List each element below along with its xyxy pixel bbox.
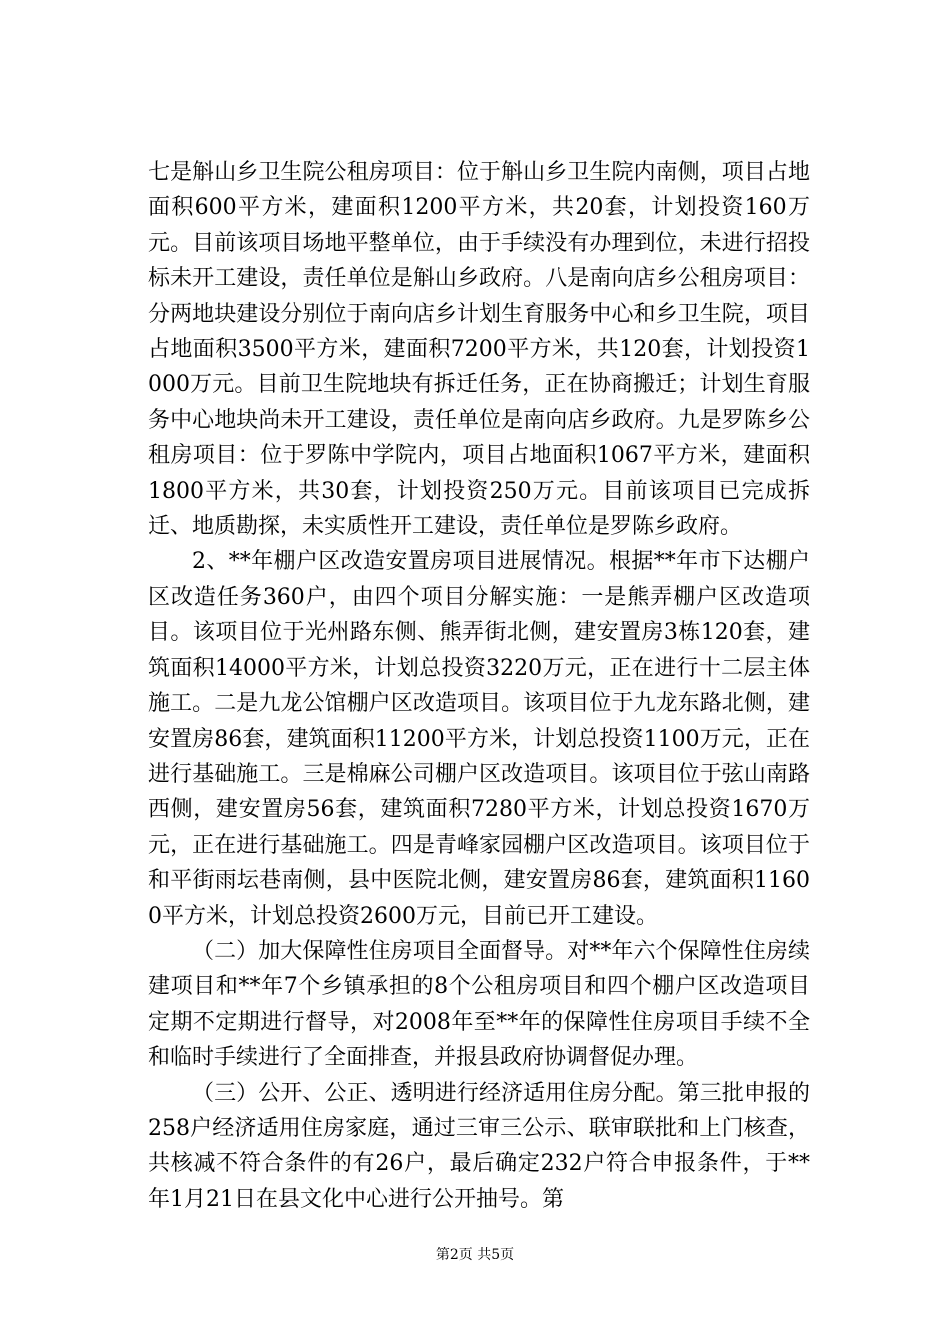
paragraph-1: 七是斛山乡卫生院公租房项目：位于斛山乡卫生院内南侧，项目占地面积600平方米，建面积1200平方米，共20套，计划投资160万元。目前该项目场地平整单位，由于手续没有办理到位，未进行招投标未开工建设，责任单位是斛山乡政府。八是南向店乡公租房项目：分两地块建设分别位于南向店乡计划生育服务中心和乡卫生院，项目占地面积3500平方米，建面积7200平方米，共120套，计划投资1000万元。目前卫生院地块有拆迁任务，正在协商搬迁；计划生育服务中心地块尚未开工建设，责任单位是南向店乡政府。九是罗陈乡公租房项目：位于罗陈中学院内，项目占地面积1067平方米，建面积1800平方米，共30套，计划投资250万元。目前该项目已完成拆迁、地质勘探，未实质性开工建设，责任单位是罗陈乡政府。 xyxy=(148,160,810,540)
page-footer: 第2页 共5页 xyxy=(435,1247,515,1263)
paragraph-2: 2、**年棚户区改造安置房项目进展情况。根据**年市下达棚户区改造任务360户，由四个项目分解实施：一是熊弄棚户区改造项目。该项目位于光州路东侧、熊弄街北侧，建安置房3栋120套，建筑面积14000平方米，计划总投资3220万元，正在进行十二层主体施工。二是九龙公馆棚户区改造项目。该项目位于九龙东路北侧，建安置房86套，建筑面积11200平方米，计划总投资1100万元，正在进行基础施工。三是棉麻公司棚户区改造项目。该项目位于弦山南路西侧，建安置房56套，建筑面积7280平方米，计划总投资1670万元，正在进行基础施工。四是青峰家园棚户区改造项目。该项目位于和平街雨坛巷南侧，县中医院北侧，建安置房86套，建筑面积11600平方米，计划总投资2600万元，目前已开工建设。 xyxy=(148,549,810,929)
paragraph-4: （三）公开、公正、透明进行经济适用住房分配。第三批申报的258户经济适用住房家庭，通过三审三公示、联审联批和上门核查，共核减不符合条件的有26户，最后确定232户符合申报条件，于**年1月21日在县文化中心进行公开抽号。第 xyxy=(148,1080,810,1212)
paragraph-3: （二）加大保障性住房项目全面督导。对**年六个保障性住房续建项目和**年7个乡镇承担的8个公租房项目和四个棚户区改造项目定期不定期进行督导，对2008年至**年的保障性住房项目手续不全和临时手续进行了全面排查，并报县政府协调督促办理。 xyxy=(148,938,810,1071)
document-body xyxy=(148,155,810,1217)
